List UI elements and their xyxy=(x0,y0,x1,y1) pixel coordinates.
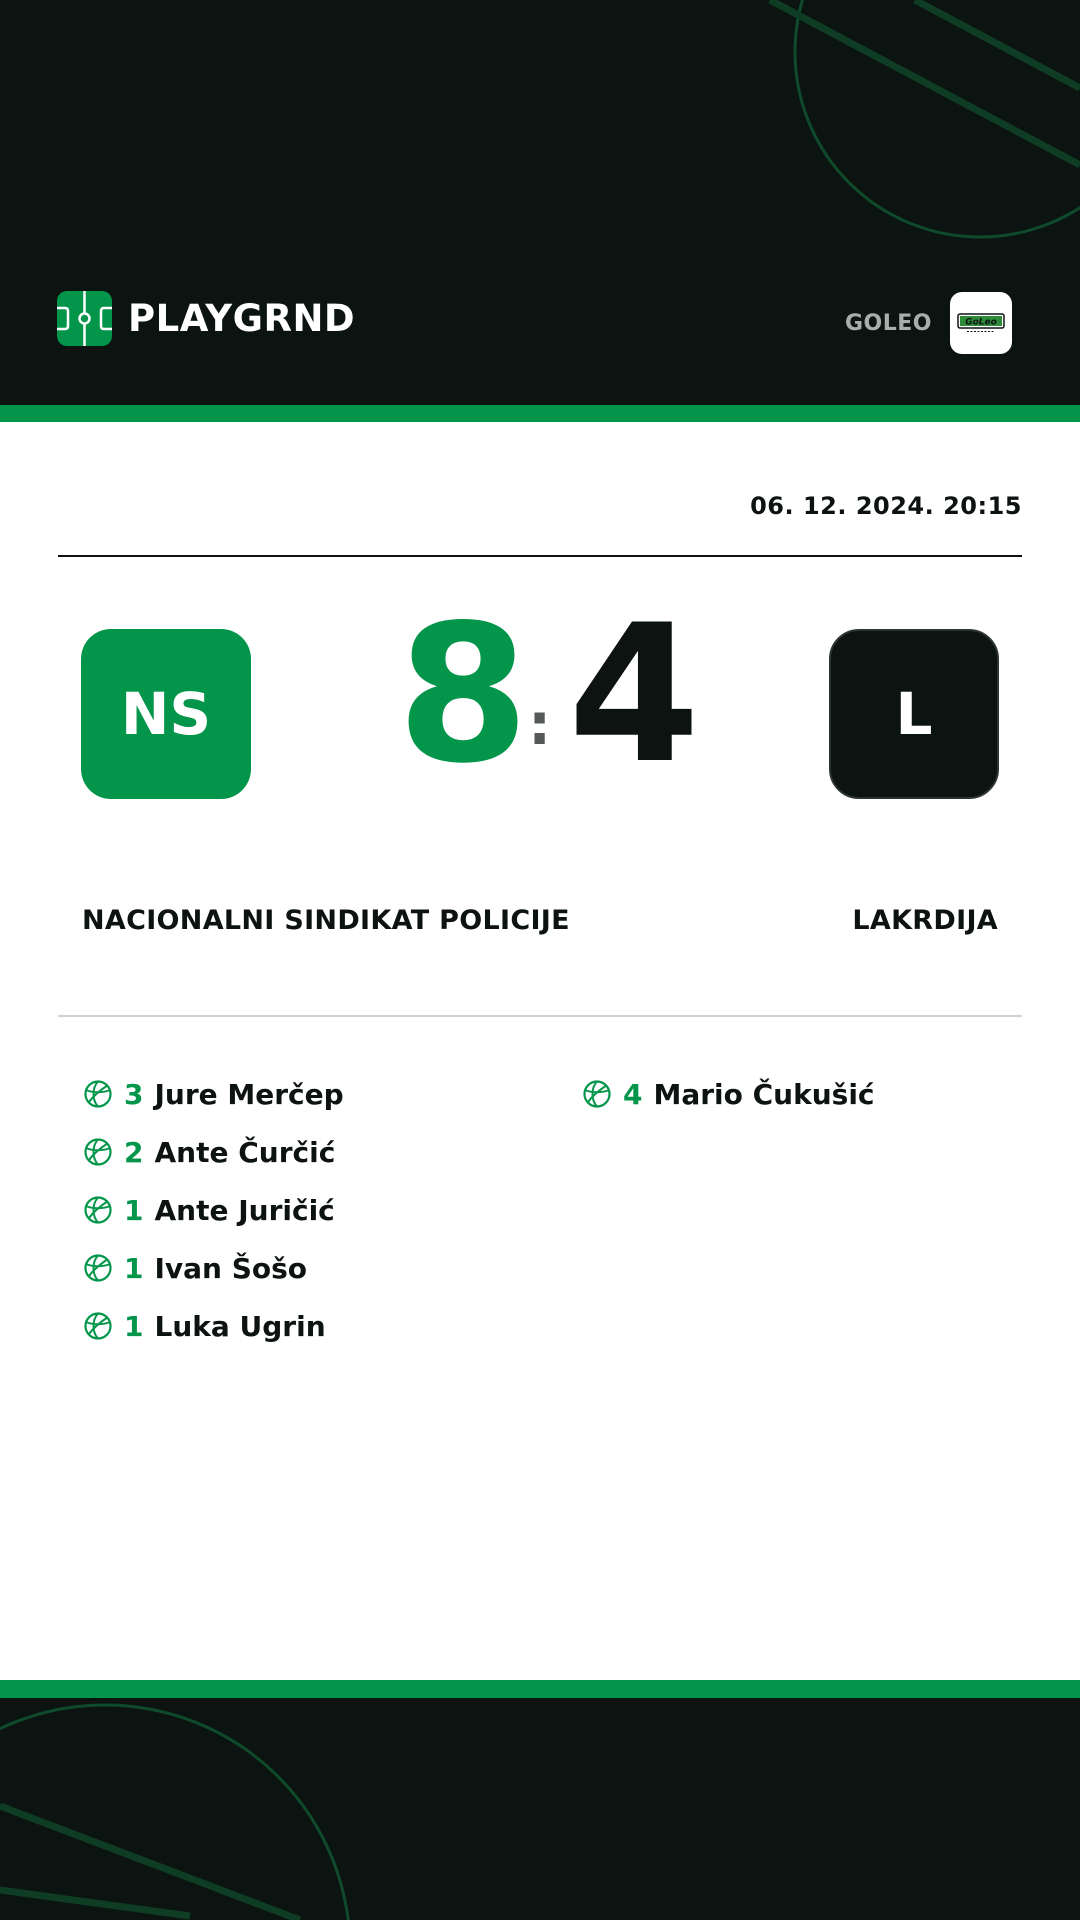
pitch-lines-decoration xyxy=(0,1698,1080,1920)
scorer-goals: 1 xyxy=(124,1251,144,1285)
scorer-name: Ivan Šošo xyxy=(154,1251,308,1285)
scorer-item xyxy=(83,1123,344,1181)
divider xyxy=(58,1015,1022,1017)
away-score: 4 xyxy=(568,584,701,805)
match-datetime: 06. 12. 2024. 20:15 xyxy=(750,492,1022,520)
accent-stripe-bottom xyxy=(0,1680,1080,1698)
score-separator: : xyxy=(528,690,552,758)
brand-name: PLAYGRND xyxy=(128,297,356,340)
away-scorers-list xyxy=(582,1065,875,1123)
scorer-name: Ante Juričić xyxy=(154,1193,335,1227)
scorer-name: Luka Ugrin xyxy=(154,1309,326,1343)
home-scorers-list xyxy=(83,1065,344,1355)
scorer-name: Mario Čukušić xyxy=(653,1077,875,1111)
goleo-logo xyxy=(950,292,1012,354)
away-team-badge: L xyxy=(829,629,999,799)
ball-icon xyxy=(83,1253,113,1283)
scorer-item xyxy=(83,1239,344,1297)
footer xyxy=(0,1698,1080,1920)
scorer-goals: 4 xyxy=(623,1077,643,1111)
scorer-item xyxy=(83,1065,344,1123)
ball-icon xyxy=(83,1079,113,1109)
ball-icon xyxy=(83,1311,113,1341)
home-team-badge: NS xyxy=(81,629,251,799)
scorer-item xyxy=(582,1065,875,1123)
sponsor-label: GOLEO xyxy=(844,310,932,336)
scorer-goals: 1 xyxy=(124,1309,144,1343)
accent-stripe-top xyxy=(0,405,1080,422)
home-team-name: NACIONALNI SINDIKAT POLICIJE xyxy=(82,905,570,936)
brand xyxy=(57,291,355,346)
soccer-field-icon xyxy=(57,291,112,346)
scorer-goals: 1 xyxy=(124,1193,144,1227)
scorer-name: Ante Čurčić xyxy=(154,1135,336,1169)
divider xyxy=(58,555,1022,557)
scorer-name: Jure Merčep xyxy=(154,1077,344,1111)
scorer-item xyxy=(83,1181,344,1239)
scorer-goals: 3 xyxy=(124,1077,144,1111)
scorer-goals: 2 xyxy=(124,1135,144,1169)
scorer-item xyxy=(83,1297,344,1355)
ball-icon xyxy=(83,1137,113,1167)
home-score: 8 xyxy=(397,584,530,805)
header xyxy=(0,0,1080,405)
away-team-name: LAKRDIJA xyxy=(852,905,998,936)
ball-icon xyxy=(582,1079,612,1109)
sponsor xyxy=(845,292,1012,354)
ball-icon xyxy=(83,1195,113,1225)
goleo-logo-text: GoLeo xyxy=(965,317,997,328)
